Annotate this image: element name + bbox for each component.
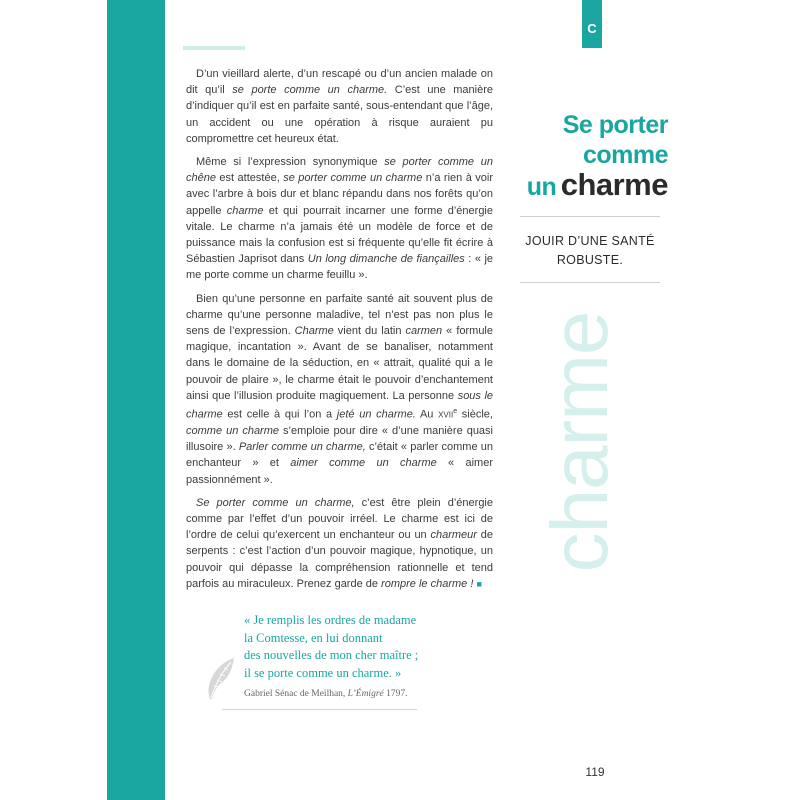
- paragraph-2: Même si l’expression synonymique se porter comme un chêne est attestée, se porter comme un charme n’a rien à voir avec l’arbre à bois dur et blanc répandu dans nos forêts qu’on appelle charme et qui pourrait incarner une forme d’énergie vitale. Le charme n’a jamais été un modèle de force et de puissance mais la confusion est si fréquente qu’elle fit écrire à Sébastien Japrisot dans Un long dimanche de fiançailles : « je me porte comme un charme feuillu ».: [186, 156, 494, 282]
- letter-tab: C: [582, 0, 602, 48]
- quote-source: Gabriel Sénac de Meilhan, L’Émigré 1797.: [244, 689, 408, 699]
- title-line-3: un charme: [526, 167, 668, 202]
- quote-text: « Je remplis les ordres de madame la Comtesse, en lui donnant des nouvelles de mon cher maître ; il se porte comme un charme. »: [244, 613, 419, 680]
- divider-top: [520, 216, 660, 217]
- paragraph-3: Bien qu’une personne en parfaite santé ait souvent plus de charme qu’une personne maladive, tel n’est pas non plus le sens de l’expression. Charme vient du latin carmen « formule magique, incantation ». Avant de se banaliser, notamment dans le domaine de la séduction, en « attrait, qualité qui a le pouvoir de plaire », le charme était le pouvoir d’enchantement ainsi que l’illusion produite magiquement. La personne sous le charme est celle à qui l’on a jeté un charme. Au xvii$^e$ siècle, comme un charme s’emploie pour dire « d’une manière quasi illusoire ». Parler comme un charme, c’était « parler comme un enchanteur » et aimer comme un charme « aimer passionnément ».: [186, 292, 494, 486]
- article-body: [186, 66, 493, 599]
- paragraph-4: Se porter comme un charme, c’est être plein d’énergie comme par l’effet d’un pouvoir irréel. Le charme est ici de l’ordre de celui qu’exercent un enchanteur ou un charmeur de serpents : c’est l’action d’un pouvoir magique, hypnotique, un pouvoir qui dépasse la compréhension rationnelle et tend parfois au miraculeux. Prenez garde de rompre le charme ! ■: [186, 496, 493, 590]
- title-line-2: comme: [582, 141, 668, 169]
- quote-rule: [222, 709, 417, 710]
- sidebar-color-bar: [107, 0, 165, 800]
- divider-bottom: [520, 282, 660, 283]
- page-number: 119: [585, 765, 605, 779]
- page-title: [510, 110, 668, 206]
- decorative-word-area: [535, 310, 624, 575]
- end-square-icon: ■: [476, 578, 482, 589]
- title-line-1: Se porter: [562, 111, 668, 139]
- definition: JOUIR D’UNE SANTÉ ROBUSTE.: [525, 234, 655, 267]
- top-accent-rule: [183, 46, 245, 50]
- decorative-word: charme: [535, 311, 624, 573]
- paragraph-1: D’un vieillard alerte, d’un rescapé ou d’un ancien malade on dit qu’il se porte comme un charme. C’est une manière d’indiquer qu’il est en parfaite santé, sous-entendant que l’âge, un accident ou une opération à risque auraient pu compromettre cet heureux état.: [186, 68, 494, 145]
- quill-feather-icon: [204, 656, 238, 702]
